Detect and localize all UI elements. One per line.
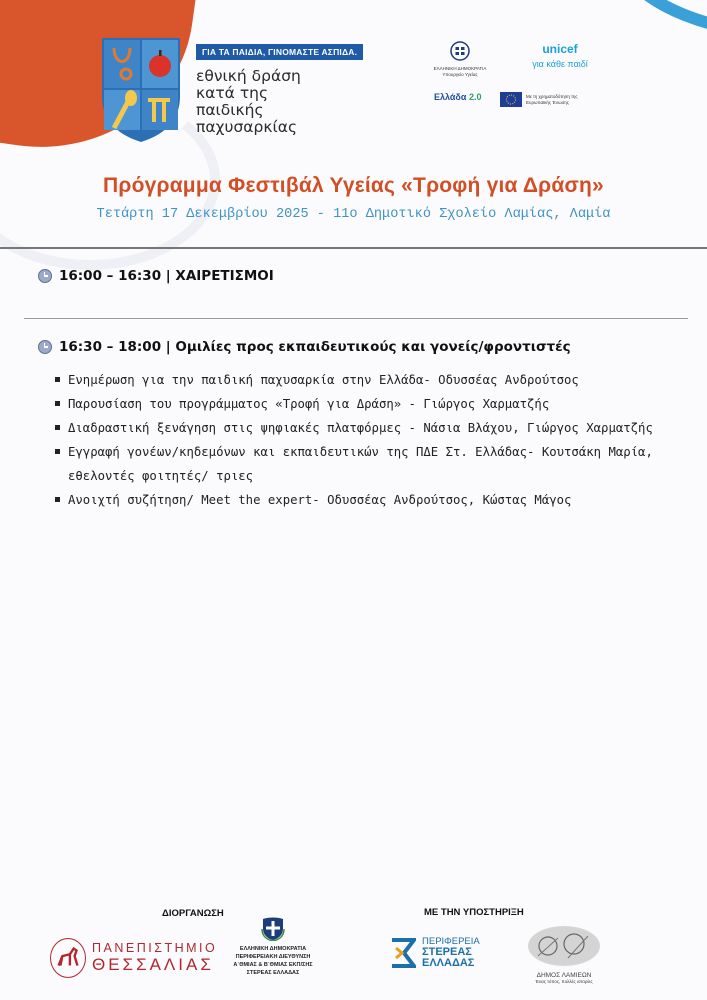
- unicef-logo: [522, 42, 598, 69]
- greece20-name: Ελλάδα: [434, 92, 467, 102]
- page-subtitle: Τετάρτη 17 Δεκεμβρίου 2025 - 11ο Δημοτικό Σχολείο Λαμίας, Λαμία: [96, 207, 611, 222]
- campaign-title: [196, 68, 363, 136]
- ministry-line1: ΕΛΛΗΝΙΚΗ ΔΗΜΟΚΡΑΤΙΑ: [433, 66, 487, 71]
- greece20-version: 2.0: [468, 92, 482, 102]
- schedule-slot-label: 16:30 – 18:00 | Ομιλίες προς εκπαιδευτικούς και γονείς/φροντιστές: [59, 339, 571, 355]
- university-name-line2: ΘΕΣΣΑΛΙΑΣ: [92, 955, 214, 974]
- campaign-title-line: εθνική δράση: [196, 67, 301, 85]
- eu-flag-icon: [500, 92, 522, 107]
- talks-list: [55, 368, 695, 512]
- municipality-name: ΔΗΜΟΣ ΛΑΜΙΕΩΝ: [536, 972, 592, 979]
- ministry-line2: Υπουργείο Υγείας: [442, 72, 478, 77]
- directorate-line4: ΣΤΕΡΕΑΣ ΕΛΛΑΔΑΣ: [246, 970, 300, 976]
- eu-funding-text: Με τη χρηματοδότηση της Ευρωπαϊκής Ένωσης: [526, 93, 578, 105]
- schedule-slot-label: 16:00 – 16:30 | ΧΑΙΡΕΤΙΣΜΟΙ: [59, 268, 274, 284]
- region-line2: ΣΤΕΡΕΑΣ: [422, 946, 472, 958]
- partner-logos: [428, 40, 598, 120]
- directorate-line1: ΕΛΛΗΝΙΚΗ ΔΗΜΟΚΡΑΤΙΑ: [239, 946, 307, 952]
- clock-icon: [38, 340, 52, 354]
- list-item: Εγγραφή γονέων/κηδεμόνων και εκπαιδευτικών της ΠΔΕ Στ. Ελλάδας- Κουτσάκη Μαρία, εθελοντές φοιτητές/ τριες: [55, 440, 695, 488]
- list-item: Ανοιχτή συζήτηση/ Meet the expert- Οδυσσέας Ανδρούτσος, Κώστας Μάγος: [55, 488, 695, 512]
- campaign-logo: [100, 36, 363, 144]
- clock-icon: [38, 269, 52, 283]
- list-item: Ενημέρωση για την παιδική παχυσαρκία στην Ελλάδα- Οδυσσέας Ανδρούτσος: [55, 368, 695, 392]
- page-title: Πρόγραμμα Φεστιβάλ Υγείας «Τροφή για Δράση»: [103, 174, 604, 197]
- blue-wave-decoration: [597, 0, 707, 80]
- campaign-title-line: παχυσαρκίας: [196, 118, 298, 136]
- region-line3: ΕΛΛΑΔΑΣ: [422, 957, 475, 969]
- schedule-slot-talks: [38, 339, 571, 355]
- eu-funding-logo: [500, 92, 586, 107]
- sigma-mark-icon: [390, 938, 416, 968]
- region-line1: ΠΕΡΙΦΕΡΕΙΑ: [422, 936, 480, 947]
- directorate-line2: ΠΕΡΙΦΕΡΕΙΑΚΗ ΔΙΕΥΘΥΝΣΗ: [235, 954, 311, 960]
- university-name-line1: ΠΑΝΕΠΙΣΤΗΜΙΟ: [92, 941, 218, 955]
- shield-logo-icon: [100, 36, 182, 144]
- campaign-title-line: κατά της: [196, 84, 269, 102]
- regional-education-directorate-logo: [228, 915, 318, 977]
- municipality-tagline: Ένας τόπος, πολλές ιστορίες: [535, 979, 593, 984]
- municipality-of-lamia-logo: [526, 926, 602, 985]
- divider: [0, 247, 707, 249]
- university-of-thessaly-logo: [50, 938, 217, 978]
- greek-coat-of-arms-icon: [449, 40, 471, 62]
- greece20-logo: [434, 92, 481, 102]
- directorate-line3: Α΄ΘΜΙΑΣ & Β΄ΘΜΙΑΣ ΕΚΠ/ΣΗΣ: [233, 962, 313, 968]
- lamia-illustration-icon: [528, 926, 600, 966]
- campaign-title-line: παιδικής: [196, 101, 264, 119]
- list-item: Διαδραστική ξενάγηση στις ψηφιακές πλατφόρμες - Νάσια Βλάχου, Γιώργος Χαρματζής: [55, 416, 695, 440]
- organized-by-label: ΔΙΟΡΓΑΝΩΣΗ: [162, 908, 224, 919]
- campaign-slogan: ΓΙΑ ΤΑ ΠΑΙΔΙΑ, ΓΙΝΟΜΑΣΤΕ ΑΣΠΙΔΑ.: [196, 44, 363, 60]
- greek-coat-of-arms-icon: [260, 915, 286, 941]
- unicef-name: unicef: [542, 42, 578, 56]
- list-item: Παρουσίαση του προγράμματος «Τροφή για Δράση» - Γιώργος Χαρματζής: [55, 392, 695, 416]
- supported-by-label: ΜΕ ΤΗΝ ΥΠΟΣΤΗΡΙΞΗ: [424, 907, 524, 918]
- schedule-slot-greetings: [38, 268, 274, 284]
- ministry-of-health-logo: [428, 40, 492, 78]
- centaur-emblem-icon: [50, 938, 86, 978]
- unicef-tagline: για κάθε παιδί: [532, 59, 588, 69]
- divider: [24, 318, 688, 319]
- region-sterea-ellada-logo: [390, 936, 480, 969]
